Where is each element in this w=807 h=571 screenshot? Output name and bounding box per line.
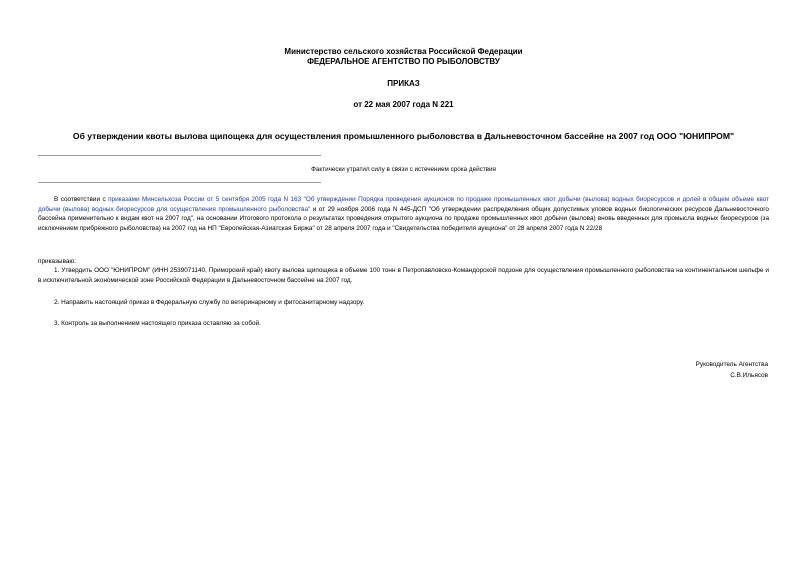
- order-item-3: 3. Контроль за выполнением настоящего приказа оставляю за собой.: [54, 320, 261, 327]
- document-date-number: от 22 мая 2007 года N 221: [353, 100, 454, 109]
- signer-name: С.В.Ильясов: [730, 372, 768, 379]
- divider-top: [38, 155, 321, 156]
- preamble-paragraph: [38, 195, 769, 233]
- agency-name: ФЕДЕРАЛЬНОЕ АГЕНТСТВО ПО РЫБОЛОВСТВУ: [307, 57, 500, 66]
- order-item-1: 1. Утвердить ООО "ЮНИПРОМ" (ИНН 2539071140, Приморский край) квоту вылова щипощека в объеме 100 тонн в Петропавловско-Командорской подзоне для осуществления промышленного рыболовства на континентальном шельфе и в исключительной экономической зоне Российской Федерации в Дальневосточном бассейне на 2007 год.: [38, 267, 769, 284]
- preamble-text-end: и от 29 ноября 2006 года N 445-ДСП "Об утверждении распределения общих допустимых уловов водных биологических ресурсов Дальневосточного бассейна применительно к видам квот на 2007 год", на основании Итогового протокола о результатах проведения открытого аукциона по продаже промышленных квот добычи (вылова) вновь введенных для промысла водных биоресурсов (за исключением прибрежного рыболовства) на 2007 год на НП "Европейская-Азиатская Биржа" от 28 апреля 2007 года и "Свидетельства победителя аукциона" от 28 апреля 2007 года N 22/28: [38, 205, 769, 232]
- orders-link[interactable]: приказами Минсельхоза России от 5 сентября 2005 года N 163 "Об утверждении Порядка проведения аукционов по продаже промышленных квот добычи (вылова) водных биоресурсов и долей в общем объеме квот добычи (вылова) водных биоресурсов для осуществления промышленного рыболовства": [38, 196, 769, 213]
- order-item-2: 2. Направить настоящий приказ в Федеральную службу по ветеринарному и фитосанитарному надзору.: [54, 299, 365, 306]
- order-word: приказываю:: [38, 258, 76, 265]
- ministry-name: Министерство сельского хозяйства Российской Федерации: [284, 47, 523, 56]
- divider-bottom: [38, 182, 321, 183]
- signer-position: Руководитель Агентства: [695, 361, 768, 368]
- document-title: Об утверждении квоты вылова щипощека для осуществления промышленного рыболовства в Дальневосточном бассейне на 2007 год ООО "ЮНИПРОМ": [72, 131, 735, 141]
- document-type: ПРИКАЗ: [387, 79, 420, 88]
- preamble-text-start: В соответствии с: [54, 196, 109, 203]
- status-note: Фактически утратил силу в связи с истечением срока действия: [311, 166, 496, 173]
